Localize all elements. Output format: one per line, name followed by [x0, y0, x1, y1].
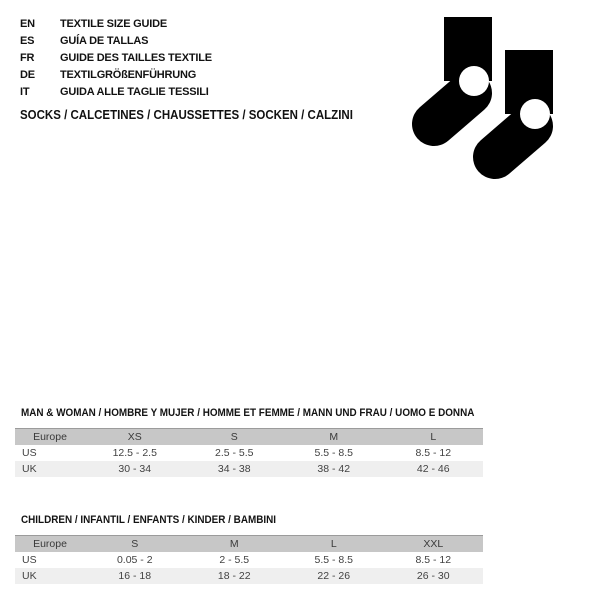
region-label: UK: [15, 461, 85, 477]
language-label: TEXTILGRÖßENFÜHRUNG: [60, 68, 197, 81]
size-value: 12.5 - 2.5: [112, 447, 157, 459]
sock-front: [495, 44, 559, 157]
size-value: 38 - 42: [284, 461, 384, 477]
size-column-header: L: [384, 429, 484, 446]
language-row-it: [20, 83, 212, 100]
sock-heel-cutout: [520, 99, 550, 129]
language-row-de: [20, 66, 212, 83]
size-table-children: [15, 535, 483, 584]
size-value: 2.5 - 5.5: [214, 447, 254, 459]
table-row-us: [15, 445, 483, 461]
table-title-children: CHILDREN / INFANTIL / ENFANTS / KINDER / BAMBINI: [21, 514, 277, 526]
table-header-row: [15, 536, 483, 553]
sock-heel-cutout: [459, 66, 489, 96]
size-value: 8.5 - 12: [415, 447, 452, 459]
size-column-header: M: [185, 536, 285, 553]
region-label: US: [22, 447, 37, 459]
table-row-uk: [15, 461, 483, 477]
table-title-adults: MAN & WOMAN / HOMBRE Y MUJER / HOMME ET FEMME / MANN UND FRAU / UOMO E DONNA: [21, 407, 475, 419]
sock-back: [434, 17, 492, 124]
size-value: 26 - 30: [384, 568, 484, 584]
size-value: 5.5 - 8.5: [314, 554, 354, 566]
size-column-header: S: [85, 536, 185, 553]
size-tables: [15, 406, 483, 584]
size-value: 8.5 - 12: [415, 554, 452, 566]
size-column-header: M: [284, 429, 384, 446]
size-value: 16 - 18: [85, 568, 185, 584]
language-code: FR: [20, 51, 35, 64]
category-title: SOCKS / CALCETINES / CHAUSSETTES / SOCKEN / CALZINI: [20, 108, 353, 122]
language-label: GUIDE DES TAILLES TEXTILE: [60, 51, 212, 64]
language-code: DE: [20, 68, 35, 81]
size-table-block-adults: [15, 406, 483, 477]
size-value: 42 - 46: [384, 461, 484, 477]
size-value: 22 - 26: [284, 568, 384, 584]
size-value: 5.5 - 8.5: [314, 447, 354, 459]
language-code: ES: [20, 34, 35, 47]
table-header-row: [15, 429, 483, 446]
language-label: GUIDA ALLE TAGLIE TESSILI: [60, 85, 209, 98]
language-row-es: [20, 32, 212, 49]
size-column-header: XXL: [384, 536, 484, 553]
language-code: EN: [20, 17, 35, 30]
region-column-header: Europe: [15, 536, 85, 553]
size-table-block-children: [15, 513, 483, 584]
region-column-header: Europe: [15, 429, 85, 446]
size-value: 30 - 34: [85, 461, 185, 477]
region-label: UK: [15, 568, 85, 584]
language-code: IT: [20, 85, 30, 98]
table-row-uk: [15, 568, 483, 584]
language-label: TEXTILE SIZE GUIDE: [60, 17, 168, 30]
size-column-header: S: [185, 429, 285, 446]
region-label: US: [22, 554, 37, 566]
language-row-fr: [20, 49, 212, 66]
size-column-header: L: [284, 536, 384, 553]
language-list: [20, 15, 212, 100]
table-row-us: [15, 552, 483, 568]
size-value: 2 - 5.5: [219, 554, 250, 566]
language-row-en: [20, 15, 212, 32]
size-value: 34 - 38: [185, 461, 285, 477]
size-table-adults: [15, 428, 483, 477]
size-value: 18 - 22: [185, 568, 285, 584]
size-value: 0.05 - 2: [116, 554, 153, 566]
size-column-header: XS: [85, 429, 185, 446]
socks-icon: [395, 0, 600, 200]
language-label: GUÍA DE TALLAS: [60, 34, 149, 47]
